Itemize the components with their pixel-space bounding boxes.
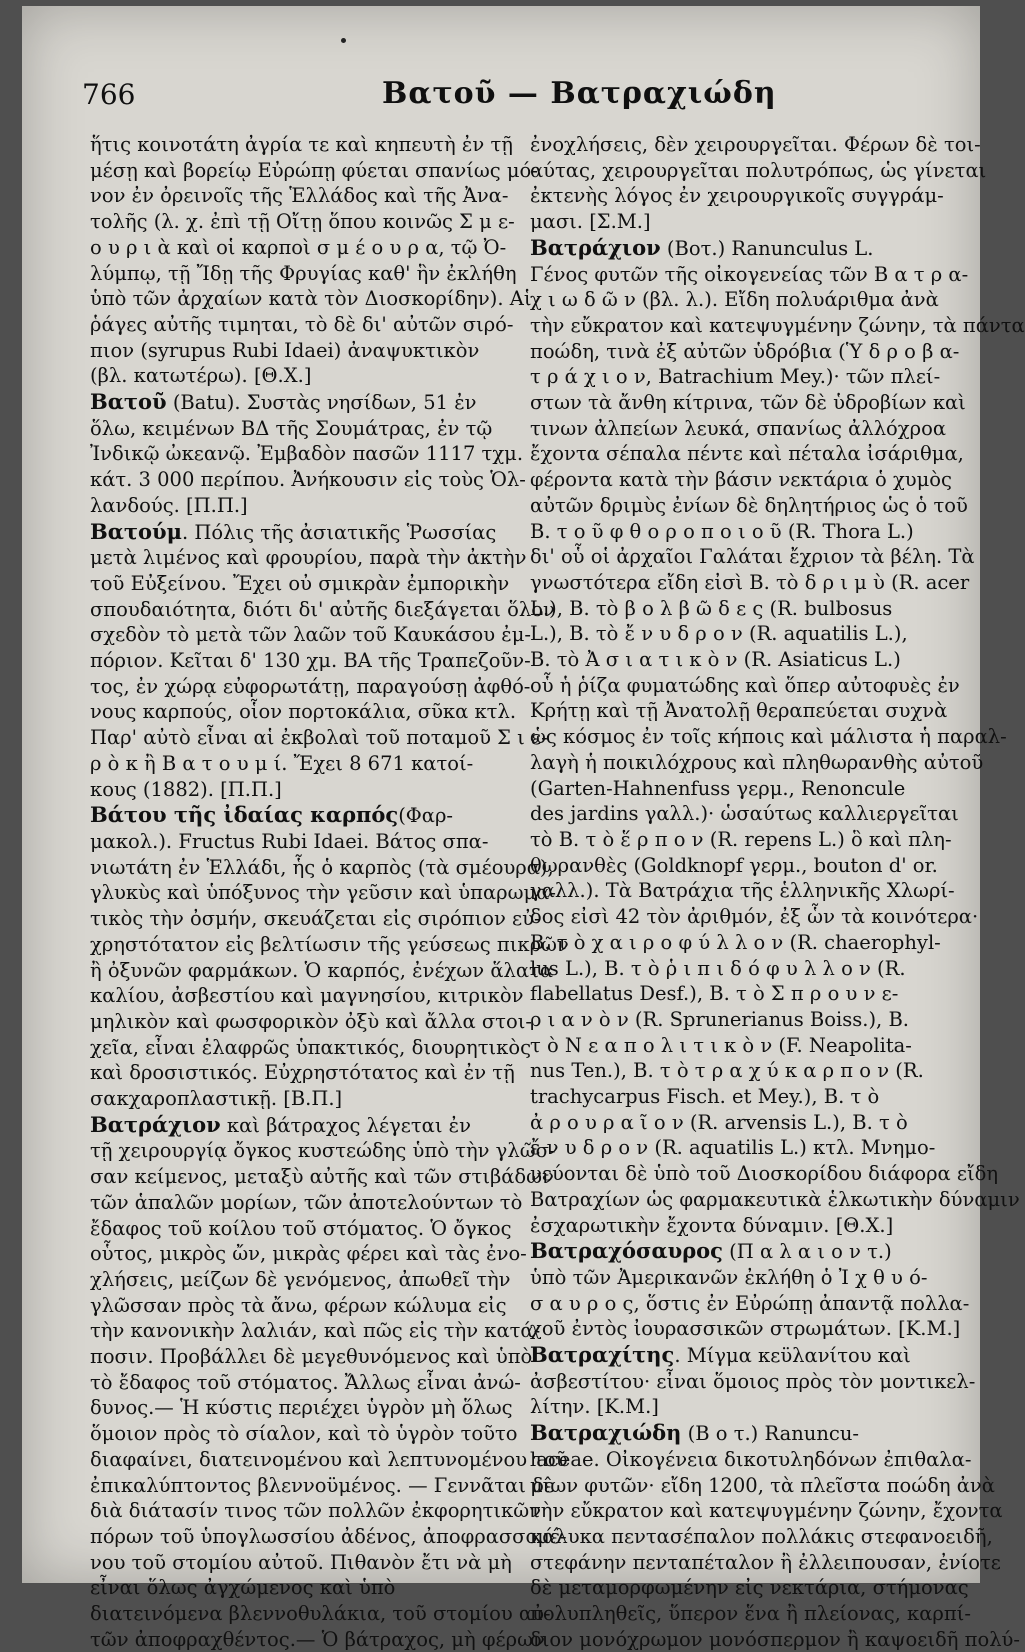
- text-line: flabellatus Desf.), Β. τ ὸ Σ π ρ ο υ ν ε-: [530, 982, 899, 1006]
- text-line: οὗ ἡ ῥίζα φυματώδης καὶ ὅπερ αὐτοφυὲς ἐν: [530, 673, 960, 697]
- text-line: εἶναι ὅλως ἀγχώμενος καὶ ὑπὸ: [90, 1576, 396, 1600]
- running-head: Βατοῦ — Βατραχιώδη: [382, 76, 777, 111]
- text-line: δὲ μεταμορφωμένην εἰς νεκτάρια, στήμονας: [530, 1576, 969, 1600]
- text-line: ὑπὸ τῶν Ἀμερικανῶν ἐκλήθη ὁ Ἰ χ θ υ ό-: [530, 1265, 928, 1289]
- left-column: [90, 132, 569, 1652]
- text-line: Βατούμ. Πόλις τῆς ἀσιατικῆς Ῥωσσίας: [90, 518, 497, 544]
- text-line: πολυπληθεῖς, ὕπερον ἕνα ἢ πλείονας, καρπί-: [530, 1602, 971, 1626]
- dictionary-entry: [530, 1238, 970, 1342]
- text-line: χ ι ω δ ῶ ν (βλ. λ.). Εἴδη πολυάριθμα ἀνὰ: [530, 288, 939, 312]
- text-line: τινων ἀλπείων λευκά, σπανίως ἀλλόχροα: [530, 416, 946, 440]
- text-line: χεῖα, εἶναι ἐλαφρῶς ὑπακτικός, διουρητικὸς: [90, 1035, 531, 1059]
- text-line: στεφάνην πενταπέταλον ἢ ἐλλειπουσαν, ἐνίοτε: [530, 1550, 1001, 1574]
- text-line: laceae. Οἰκογένεια δικοτυληδόνων ἐπιθαλα-: [530, 1447, 972, 1471]
- page-number: 766: [82, 78, 136, 111]
- text-line: τὴν εὔκρατον καὶ κατεψυγμένην ζώνην, ἔχοντα: [530, 1499, 1003, 1523]
- page-header: [82, 76, 952, 120]
- text-line: τικὸς τὴν ὀσμήν, σκευάζεται εἰς σιρόπιον εὐ-: [90, 907, 541, 931]
- text-line: Βατραχόσαυρος (Π α λ α ι ο ν τ.): [530, 1238, 892, 1264]
- text-line: Βατράχιον (Βοτ.) Ranunculus L.: [530, 234, 874, 260]
- text-line: κους (1882). [Π.Π.]: [90, 777, 282, 801]
- text-line: γνωστότερα εἴδη εἰσὶ Β. τὸ δ ρ ι μ ὺ (R. acer: [530, 570, 970, 594]
- text-line: τ ρ ά χ ι ο ν, Batrachium Mey.)· τῶν πλεί-: [530, 365, 941, 389]
- text-line: ἐσχαρωτικὴν ἔχοντα δύναμιν. [Θ.Χ.]: [530, 1213, 894, 1237]
- right-column: [530, 132, 1025, 1652]
- top-dot-mark: [341, 38, 346, 43]
- text-line: ῥάγες αὐτῆς τιμηται, τὸ δὲ δι' αὐτῶν σιρό-: [90, 312, 514, 336]
- text-line: ο υ ρ ι ὰ καὶ οἱ καρποὶ σ μ έ ο υ ρ α, τῷ Ὀ-: [90, 235, 507, 259]
- entry-headword: Βατούμ: [90, 518, 182, 544]
- text-line: (βλ. κατωτέρω). [Θ.Χ.]: [90, 364, 312, 388]
- text-line: L.), Β. τὸ β ο λ β ῶ δ ε ς (R. bulbosus: [530, 596, 893, 620]
- dictionary-entry: [530, 1342, 976, 1420]
- text-line: πιον (syrupus Rubi Idaei) ἀναψυκτικὸν: [90, 338, 480, 362]
- text-line: λαγὴ ἡ ποικιλόχρους καὶ πληθωρανθὴς αὐτοῦ: [530, 750, 984, 774]
- text-line: Βατοῦ (Batu). Συστὰς νησίδων, 51 ἐν: [90, 389, 477, 415]
- text-line: κάλυκα πεντασέπαλον πολλάκις στεφανοειδῆ,: [530, 1524, 993, 1548]
- dictionary-entry: [90, 802, 569, 1111]
- text-line: Βατραχίτης. Μίγμα κεϋλανίτου καὶ: [530, 1342, 911, 1368]
- text-line: Παρ' αὐτὸ εἶναι αἱ ἐκβολαὶ τοῦ ποταμοῦ Σ ι ε-: [90, 726, 548, 750]
- text-line: L.), Β. τὸ ἔ ν υ δ ρ ο ν (R. aquatilis L.),: [530, 622, 908, 646]
- text-line: ἔ ν υ δ ρ ο ν (R. aquatilis L.) κτλ. Μνημο-: [530, 1136, 936, 1160]
- dictionary-entry: [90, 389, 526, 519]
- text-line: σπουδαιότητα, διότι δι' αὐτῆς διεξάγεται ὅλον: [90, 597, 555, 621]
- text-line: τῶν ἁπαλῶν μορίων, τῶν ἀποτελούντων τὸ: [90, 1190, 523, 1214]
- text-line: lus L.), Β. τ ὸ ῥ ι π ι δ ό φ υ λ λ ο ν (R.: [530, 956, 906, 980]
- text-line: διατεινόμενα βλεννοθυλάκια, τοῦ στομίου αὐ-: [90, 1602, 551, 1626]
- text-line: διον μονόχρωμον μονόσπερμον ἢ καψοειδῆ πολύ-: [530, 1627, 1020, 1651]
- text-line: ἔχοντα σέπαλα πέντε καὶ πέταλα ἰσάριθμα,: [530, 442, 964, 466]
- text-line: νεύονται δὲ ὑπὸ τοῦ Διοσκορίδου διάφορα εἴδη: [530, 1162, 999, 1186]
- text-line: νιωτάτη ἐν Ἑλλάδι, ἧς ὁ καρπὸς (τὰ σμέουρα),: [90, 855, 554, 879]
- text-line: αύτας, χειρουργεῖται πολυτρόπως, ὡς γίνεται: [530, 158, 987, 182]
- text-line: Β. τὸ Ἀ σ ι α τ ι κ ὸ ν (R. Asiaticus L.): [530, 648, 901, 672]
- text-line: (Garten-Hahnenfuss γερμ., Renoncule: [530, 776, 906, 800]
- text-line: μίων φυτῶν· εἴδη 1200, τὰ πλεῖστα ποώδη ἀνὰ: [530, 1473, 995, 1497]
- entry-headword: Βατραχίτης: [530, 1342, 675, 1368]
- text-line: ἀσβεστίτου· εἶναι ὅμοιος πρὸς τὸν μοντικελ-: [530, 1369, 976, 1393]
- text-line: Βατραχίων ὡς φαρμακευτικὰ ἑλκωτικὴν δύναμιν: [530, 1187, 1020, 1211]
- text-line: τος, ἐν χώρᾳ εὐφορωτάτῃ, παραγούσῃ ἀφθό-: [90, 674, 531, 698]
- text-line: τὴν κανονικὴν λαλιάν, καὶ πῶς εἰς τὴν κατά-: [90, 1319, 541, 1343]
- entry-continuation: [90, 132, 538, 389]
- text-line: οὗτος, μικρὸς ὤν, μικρὰς φέρει καὶ τὰς ἐνο-: [90, 1242, 527, 1266]
- text-line: διαφαίνει, διατεινομένου καὶ λεπτυνομένου τοῦ: [90, 1447, 568, 1471]
- entry-headword: Βατράχιον: [90, 1111, 221, 1137]
- text-line: πόρων τοῦ ὑπογλωσσίου ἀδένος, ἀποφρασσομέ-: [90, 1524, 567, 1548]
- text-line: ὡς κόσμος ἐν τοῖς κήποις καὶ μάλιστα ἡ παραλ-: [530, 725, 1007, 749]
- text-line: γαλλ.). Τὰ Βατράχια τῆς ἑλληνικῆς Χλωρί-: [530, 879, 955, 903]
- text-line: σακχαροπλαστικῇ. [Β.Π.]: [90, 1087, 343, 1111]
- text-line: τὴν εὔκρατον καὶ κατεψυγμένην ζώνην, τὰ πάντα: [530, 313, 1025, 337]
- text-line: ρ ι α ν ὸ ν (R. Sprunerianus Boiss.), Β.: [530, 1007, 909, 1031]
- text-line: μετὰ λιμένος καὶ φρουρίου, παρὰ τὴν ἀκτὴν: [90, 546, 527, 570]
- text-line: λίτην. [Κ.Μ.]: [530, 1395, 659, 1419]
- text-line: διὰ διάτασίν τινος τῶν πολλῶν ἐκφορητικῶν: [90, 1499, 541, 1523]
- text-line: καὶ δροσιστικός. Εὐχρηστότατος καὶ ἐν τῇ: [90, 1061, 515, 1085]
- text-line: τὸ ἔδαφος τοῦ στόματος. Ἄλλως εἶναι ἀνώ-: [90, 1370, 521, 1394]
- text-line: Ἰνδικῷ ὠκεανῷ. Ἐμβαδὸν πασῶν 1117 τχμ.: [90, 442, 524, 466]
- text-line: τοῦ Εὐξείνου. Ἔχει οὐ σμικρὰν ἐμπορικὴν: [90, 571, 510, 595]
- text-line: Β. τ ὸ χ α ι ρ ο φ ύ λ λ ο ν (R. chaerophyl-: [530, 930, 941, 954]
- text-line: κάτ. 3 000 περίπου. Ἀνήκουσιν εἰς τοὺς Ὁλ-: [90, 468, 526, 492]
- text-line: Κρήτῃ καὶ τῇ Ἀνατολῇ θεραπεύεται συχνὰ: [530, 699, 948, 723]
- text-line: δυνος.— Ἡ κύστις περιέχει ὑγρὸν μὴ ὅλως: [90, 1396, 513, 1420]
- text-line: τῇ χειρουργίᾳ ὄγκος κυστεώδης ὑπὸ τὴν γλῶσ-: [90, 1139, 556, 1163]
- text-line: χοῦ ἐντὸς ἰουρασσικῶν στρωμάτων. [Κ.Μ.]: [530, 1317, 961, 1341]
- text-line: ὅλω, κειμένων ΒΔ τῆς Σουμάτρας, ἐν τῷ: [90, 416, 493, 440]
- text-line: σαν κείμενος, μεταξὺ αὐτῆς καὶ τῶν στιβάδων: [90, 1165, 554, 1189]
- text-line: νον ἐν ὀρεινοῖς τῆς Ἑλλάδος καὶ τῆς Ἀνα-: [90, 184, 509, 208]
- text-line: αὐτῶν δριμὺς ἐνίων δὲ δηλητήριος ὡς ὁ τοῦ: [530, 493, 968, 517]
- dictionary-entry: [90, 518, 555, 803]
- text-line: δος εἰσὶ 42 τὸν ἀριθμόν, ἐξ ὧν τὰ κοινότερα·: [530, 905, 979, 929]
- dictionary-entry: [530, 1420, 1020, 1652]
- text-line: ὑπὸ τῶν ἀρχαίων κατὰ τὸν Διοσκορίδην). Αἱ: [90, 287, 532, 311]
- text-line: ἐνοχλήσεις, δὲν χειρουργεῖται. Φέρων δὲ τοι-: [530, 133, 981, 156]
- text-line: ἥτις κοινοτάτη ἀγρία τε καὶ κηπευτὴ ἐν τῇ: [90, 133, 513, 156]
- text-line: μηλικὸν καὶ φωσφορικὸν ὀξὺ καὶ ἄλλα στοι-: [90, 1009, 532, 1033]
- text-line: ἐκτενὴς λόγος ἐν χειρουργικοῖς συγγράμ-: [530, 184, 944, 208]
- text-line: ἔδαφος τοῦ κοίλου τοῦ στόματος. Ὁ ὄγκος: [90, 1216, 512, 1240]
- text-line: ποώδη, τινὰ ἐξ αὐτῶν ὑδρόβια (Ὑ δ ρ ο β α-: [530, 339, 960, 363]
- text-line: ὅμοιον πρὸς τὸ σίαλον, καὶ τὸ ὑγρὸν τοῦτο: [90, 1422, 518, 1446]
- text-line: καλίου, ἀσβεστίου καὶ μαγνησίου, κιτρικὸν: [90, 984, 524, 1008]
- text-line: νους καρπούς, οἷον πορτοκάλια, σῦκα κτλ.: [90, 700, 517, 724]
- text-line: ἢ ὀξυνῶν φαρμάκων. Ὁ καρπός, ἐνέχων ἅλατα: [90, 958, 553, 982]
- scanned-page: [22, 6, 1025, 1651]
- text-line: γλυκὺς καὶ ὑπόξυνος τὴν γεῦσιν καὶ ὑπαρωμα-: [90, 881, 556, 905]
- text-line: θωρανθὲς (Goldknopf γερμ., bouton d' or.: [530, 853, 938, 877]
- entry-headword: Βατραχόσαυρος: [530, 1238, 723, 1264]
- text-line: Βάτου τῆς ἰδαίας καρπός(Φαρ-: [90, 802, 454, 828]
- text-line: νου τοῦ στομίου αὐτοῦ. Πιθανὸν ἔτι νὰ μὴ: [90, 1550, 512, 1574]
- entry-headword: Βατοῦ: [90, 389, 167, 415]
- text-line: ἀ ρ ο υ ρ α ῖ ο ν (R. arvensis L.), Β. τ ὸ: [530, 1110, 908, 1134]
- text-line: γλῶσσαν πρὸς τὰ ἄνω, φέρων κώλυμα εἰς: [90, 1293, 507, 1317]
- text-line: des jardins γαλλ.)· ὡσαύτως καλλιεργεῖται: [530, 802, 959, 826]
- text-line: τολῆς (λ. χ. ἐπὶ τῇ Οἴτῃ ὅπου κοινῶς Σ μ ε-: [90, 210, 515, 234]
- text-line: μέσῃ καὶ βορείῳ Εὐρώπῃ φύεται σπανίως μό-: [90, 158, 538, 182]
- text-line: ἐπικαλύπτοντος βλεννοϋμένος. — Γεννᾶται δὲ: [90, 1473, 555, 1497]
- entry-headword: Βατράχιον: [530, 234, 661, 260]
- text-line: Γένος φυτῶν τῆς οἰκογενείας τῶν Β α τ ρ α-: [530, 262, 969, 286]
- text-line: nus Ten.), Β. τ ὸ τ ρ α χ ύ κ α ρ π ο ν (R.: [530, 1059, 924, 1083]
- text-line: τὸ Β. τ ὸ ἕ ρ π ο ν (R. repens L.) ὃ καὶ πλη-: [530, 827, 952, 851]
- text-line: Βατράχιον καὶ βάτραχος λέγεται ἐν: [90, 1111, 471, 1137]
- text-line: χρηστότατον εἰς βελτίωσιν τῆς γεύσεως πικρῶν: [90, 932, 569, 956]
- entry-headword: Βατραχιώδη: [530, 1420, 682, 1446]
- text-line: Βατραχιώδη (Β ο τ.) Ranuncu-: [530, 1420, 859, 1446]
- text-line: πόριον. Κεῖται δ' 130 χμ. ΒΑ τῆς Τραπεζοῦν-: [90, 649, 531, 673]
- text-line: μασι. [Σ.Μ.]: [530, 210, 651, 234]
- text-line: τῶν ἀποφραχθέντος.— Ὁ βάτραχος, μὴ φέρων: [90, 1627, 545, 1651]
- text-line: λανδούς. [Π.Π.]: [90, 493, 248, 517]
- text-line: μακολ.). Fructus Rubi Idaei. Βάτος σπα-: [90, 829, 489, 853]
- text-line: ποσιν. Προβάλλει δὲ μεγεθυνόμενος καὶ ὑπὸ: [90, 1345, 533, 1369]
- text-line: trachycarpus Fisch. et Mey.), Β. τ ὸ: [530, 1085, 880, 1109]
- text-line: χλήσεις, μείζων δὲ γενόμενος, ἀπωθεῖ τὴν: [90, 1267, 511, 1291]
- text-line: δι' οὗ οἱ ἀρχαῖοι Γαλάται ἔχριον τὰ βέλη. Τὰ: [530, 545, 975, 569]
- text-line: σχεδὸν τὸ μετὰ τῶν λαῶν τοῦ Καυκάσου ἐμ-: [90, 623, 531, 647]
- text-line: ρ ὸ κ ἢ Β α τ ο υ μ ί. Ἔχει 8 671 κατοί-: [90, 751, 474, 775]
- text-line: λύμπῳ, τῇ Ἴδῃ τῆς Φρυγίας καθ' ἣν ἐκλήθη: [90, 261, 517, 285]
- text-line: φέροντα κατὰ τὴν βάσιν νεκτάρια ὁ χυμὸς: [530, 468, 952, 492]
- text-line: στων τὰ ἄνθη κίτρινα, τῶν δὲ ὑδροβίων καὶ: [530, 391, 966, 415]
- text-line: Β. τ ο ῦ φ θ ο ρ ο π ο ι ο ῦ (R. Thora L.): [530, 519, 914, 543]
- text-line: σ α υ ρ ο ς, ὅστις ἐν Εὐρώπῃ ἀπαντᾷ πολλα-: [530, 1291, 970, 1315]
- dictionary-entry: [90, 1111, 568, 1652]
- entry-continuation: [530, 132, 987, 235]
- text-line: τ ὸ Ν ε α π ο λ ι τ ι κ ὸ ν (F. Neapolita-: [530, 1033, 912, 1057]
- entry-headword: Βάτου τῆς ἰδαίας καρπός: [90, 802, 399, 828]
- dictionary-entry: [530, 234, 1025, 1238]
